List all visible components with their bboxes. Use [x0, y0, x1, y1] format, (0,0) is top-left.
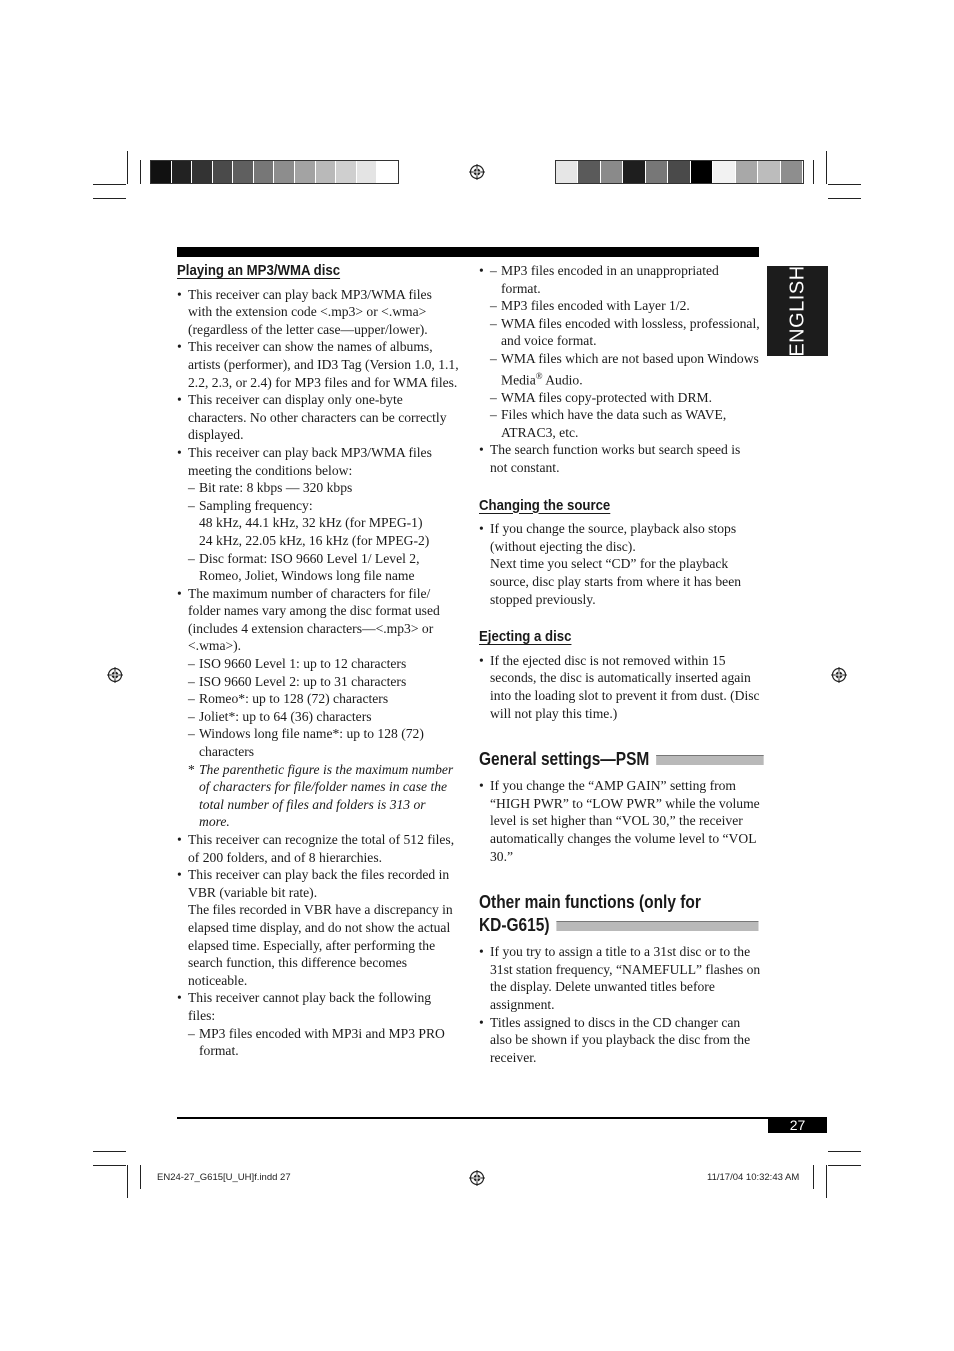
- left-column: [177, 262, 459, 1060]
- timestamp-slug: 11/17/04 10:32:43 AM: [707, 1172, 800, 1183]
- crop-mark: [93, 198, 126, 199]
- color-swatch: [646, 161, 668, 183]
- color-bar-left: [150, 160, 399, 184]
- list-item: • If the ejected disc is not removed within 15 seconds, the disc is automatically inserted again into the loading slot to prevent it from dust. (Disc will not play this time.): [479, 652, 761, 722]
- color-swatch: [601, 161, 623, 183]
- sub-item: – MP3 files encoded with MP3i and MP3 PRO format.: [188, 1025, 459, 1060]
- section-heading-changing-source: Changing the source: [479, 496, 611, 514]
- list-item: [177, 989, 459, 1059]
- color-swatch: [336, 161, 357, 183]
- sub-item: – Files which have the data such as WAVE, ATRAC3, etc.: [490, 406, 761, 441]
- list-item: • This receiver can recognize the total of 512 files, of 200 folders, and of 8 hierarchies.: [177, 831, 459, 866]
- list-item-continued: [479, 262, 761, 441]
- crop-mark: [826, 151, 827, 184]
- footnote: * The parenthetic figure is the maximum number of characters for file/folder names in case the total number of files and folders is 313 or more.: [188, 761, 459, 831]
- sub-item: – Bit rate: 8 kbps — 320 kbps: [188, 479, 459, 497]
- color-swatch: [172, 161, 193, 183]
- list-item: [479, 520, 761, 608]
- list-item: • The search function works but search speed is not constant.: [479, 441, 761, 476]
- color-swatch: [691, 161, 713, 183]
- sub-item-line: 48 kHz, 44.1 kHz, 32 kHz (for MPEG-1): [199, 515, 423, 531]
- crop-mark: [93, 1165, 126, 1166]
- sub-item: – WMA files copy-protected with DRM.: [490, 389, 761, 407]
- sub-item-line: 24 kHz, 22.05 kHz, 16 kHz (for MPEG-2): [199, 532, 430, 548]
- list-item: • If you change the “AMP GAIN” setting from “HIGH PWR” to “LOW PWR” while the volume level is set higher than “VOL 30,” the receiver automatically changes the volume level to “VOL 30.”: [479, 777, 761, 865]
- sub-item: – Windows long file name*: up to 128 (72) characters: [188, 725, 459, 760]
- list-item: [177, 866, 459, 989]
- color-swatch: [758, 161, 780, 183]
- list-item: • Titles assigned to discs in the CD changer can also be shown if you playback the disc from the receiver.: [479, 1014, 761, 1067]
- color-swatch: [623, 161, 645, 183]
- color-swatch: [213, 161, 234, 183]
- sub-item-text: Audio.: [542, 372, 583, 388]
- psm-list: [479, 777, 761, 865]
- color-bar-right: [555, 160, 804, 184]
- color-swatch: [736, 161, 758, 183]
- mp3-wma-list: [177, 286, 459, 1060]
- list-item: [177, 585, 459, 831]
- color-swatch: [254, 161, 275, 183]
- list-item-text: • This receiver can play back the files recorded in VBR (variable bit rate).: [188, 867, 450, 900]
- registration-target-icon: [469, 164, 485, 180]
- color-swatch: [233, 161, 254, 183]
- color-swatch: [377, 161, 398, 183]
- crop-mark: [828, 1151, 861, 1152]
- color-swatch: [316, 161, 337, 183]
- list-item-text: • This receiver can play back MP3/WMA files meeting the conditions below:: [188, 444, 432, 478]
- sub-item: – Disc format: ISO 9660 Level 1/ Level 2, Romeo, Joliet, Windows long file name: [188, 550, 459, 585]
- list-item: • This receiver can display only one-byte characters. No other characters can be correctly displayed.: [177, 391, 459, 444]
- sub-item: – MP3 files encoded with Layer 1/2.: [490, 297, 761, 315]
- crop-mark: [828, 1165, 861, 1166]
- section-heading-other-functions: [479, 891, 722, 937]
- color-swatch: [151, 161, 172, 183]
- list-item-text: • This receiver cannot play back the following files:: [188, 990, 432, 1023]
- continued-list: [479, 262, 761, 441]
- crop-mark: [140, 160, 141, 184]
- list-item: [177, 444, 459, 585]
- heading-text: General settings—PSM: [479, 749, 650, 770]
- registered-mark: ®: [535, 370, 543, 381]
- sub-item: – Romeo*: up to 128 (72) characters: [188, 690, 459, 708]
- list-item-paragraph: The files recorded in VBR have a discrepancy in elapsed time display, and do not show the actual elapsed time. Especially, after performing the search function, this difference becomes noticeable.: [188, 902, 453, 988]
- crop-mark: [93, 184, 126, 185]
- sub-item: – ISO 9660 Level 1: up to 12 characters: [188, 655, 459, 673]
- sub-item-text: WMA files which are not based upon Windows Media: [501, 350, 759, 388]
- language-tab: [767, 266, 828, 356]
- page-number: 27: [768, 1118, 827, 1133]
- crop-mark: [828, 198, 861, 199]
- eject-list: [479, 652, 761, 722]
- sub-item: – Joliet*: up to 64 (36) characters: [188, 708, 459, 726]
- crop-mark: [813, 160, 814, 184]
- color-swatch: [578, 161, 600, 183]
- heading-line-2: [479, 914, 722, 937]
- list-item: • If you try to assign a title to a 31st disc or to the 31st station frequency, “NAMEFULL” flashes on the display. Delete unwanted titles before assignment.: [479, 943, 761, 1013]
- color-swatch: [713, 161, 735, 183]
- heading-bar: [656, 755, 764, 765]
- color-swatch: [556, 161, 578, 183]
- spacer: [479, 722, 761, 748]
- crop-mark: [826, 1165, 827, 1198]
- spacer: [479, 865, 761, 891]
- color-swatch: [192, 161, 213, 183]
- color-swatch: [668, 161, 690, 183]
- spacer: [479, 477, 761, 497]
- search-list: [479, 441, 761, 476]
- sub-item: [490, 350, 761, 389]
- list-item: • This receiver can play back MP3/WMA files with the extension code <.mp3> or <.wma> (regardless of the letter case—upper/lower).: [177, 286, 459, 339]
- crop-mark: [127, 151, 128, 184]
- registration-target-icon: [107, 667, 123, 683]
- crop-mark: [127, 1165, 128, 1198]
- crop-mark: [140, 1165, 141, 1189]
- heading-text: KD-G615): [479, 915, 550, 936]
- section-heading-psm: [479, 748, 722, 771]
- spacer: [479, 608, 761, 628]
- color-swatch: [274, 161, 295, 183]
- other-functions-list: [479, 943, 761, 1066]
- unsupported-files-list-continued: [479, 262, 761, 441]
- list-item: • This receiver can show the names of albums, artists (performer), and ID3 Tag (Version 1.0, 1.1, 2.2, 2.3, or 2.4) for MP3 files and for WMA files.: [177, 338, 459, 391]
- sub-item: – WMA files encoded with lossless, professional, and voice format.: [490, 315, 761, 350]
- heading-bar: [556, 921, 758, 931]
- crop-mark: [93, 1151, 126, 1152]
- unsupported-files-list: [188, 1025, 459, 1060]
- section-heading-ejecting-disc: Ejecting a disc: [479, 628, 572, 646]
- heading-text: Other main functions (only for: [479, 892, 701, 913]
- sub-item-text: – Sampling frequency:: [199, 497, 313, 513]
- registration-target-icon: [469, 1170, 485, 1186]
- right-column: [479, 262, 761, 1066]
- character-limits-list: [188, 655, 459, 761]
- sub-item: – • MP3 files encoded in an unappropriated format.: [490, 262, 761, 297]
- file-slug: EN24-27_G615[U_UH]f.indd 27: [157, 1172, 291, 1183]
- registration-target-icon: [831, 667, 847, 683]
- list-item-text: • The maximum number of characters for file/ folder names vary among the disc format used (includes 4 extension characters—<.mp3> or <.wma>).: [188, 585, 440, 654]
- section-heading-mp3-wma: Playing an MP3/WMA disc: [177, 262, 341, 279]
- color-swatch: [295, 161, 316, 183]
- conditions-list: [188, 479, 459, 585]
- source-list: [479, 520, 761, 608]
- crop-mark: [828, 184, 861, 185]
- footer-rule: [177, 1117, 827, 1119]
- list-item-text: • If you change the source, playback also stops (without ejecting the disc).: [490, 521, 737, 554]
- sub-item: – ISO 9660 Level 2: up to 31 characters: [188, 673, 459, 691]
- color-swatch: [781, 161, 803, 183]
- sub-item: [188, 497, 459, 550]
- color-swatch: [357, 161, 378, 183]
- crop-mark: [813, 1165, 814, 1189]
- header-rule: [177, 247, 759, 257]
- list-item-paragraph: Next time you select “CD” for the playback source, disc play starts from where it has been stopped previously.: [490, 556, 742, 607]
- language-tab-label: ENGLISH: [786, 265, 808, 357]
